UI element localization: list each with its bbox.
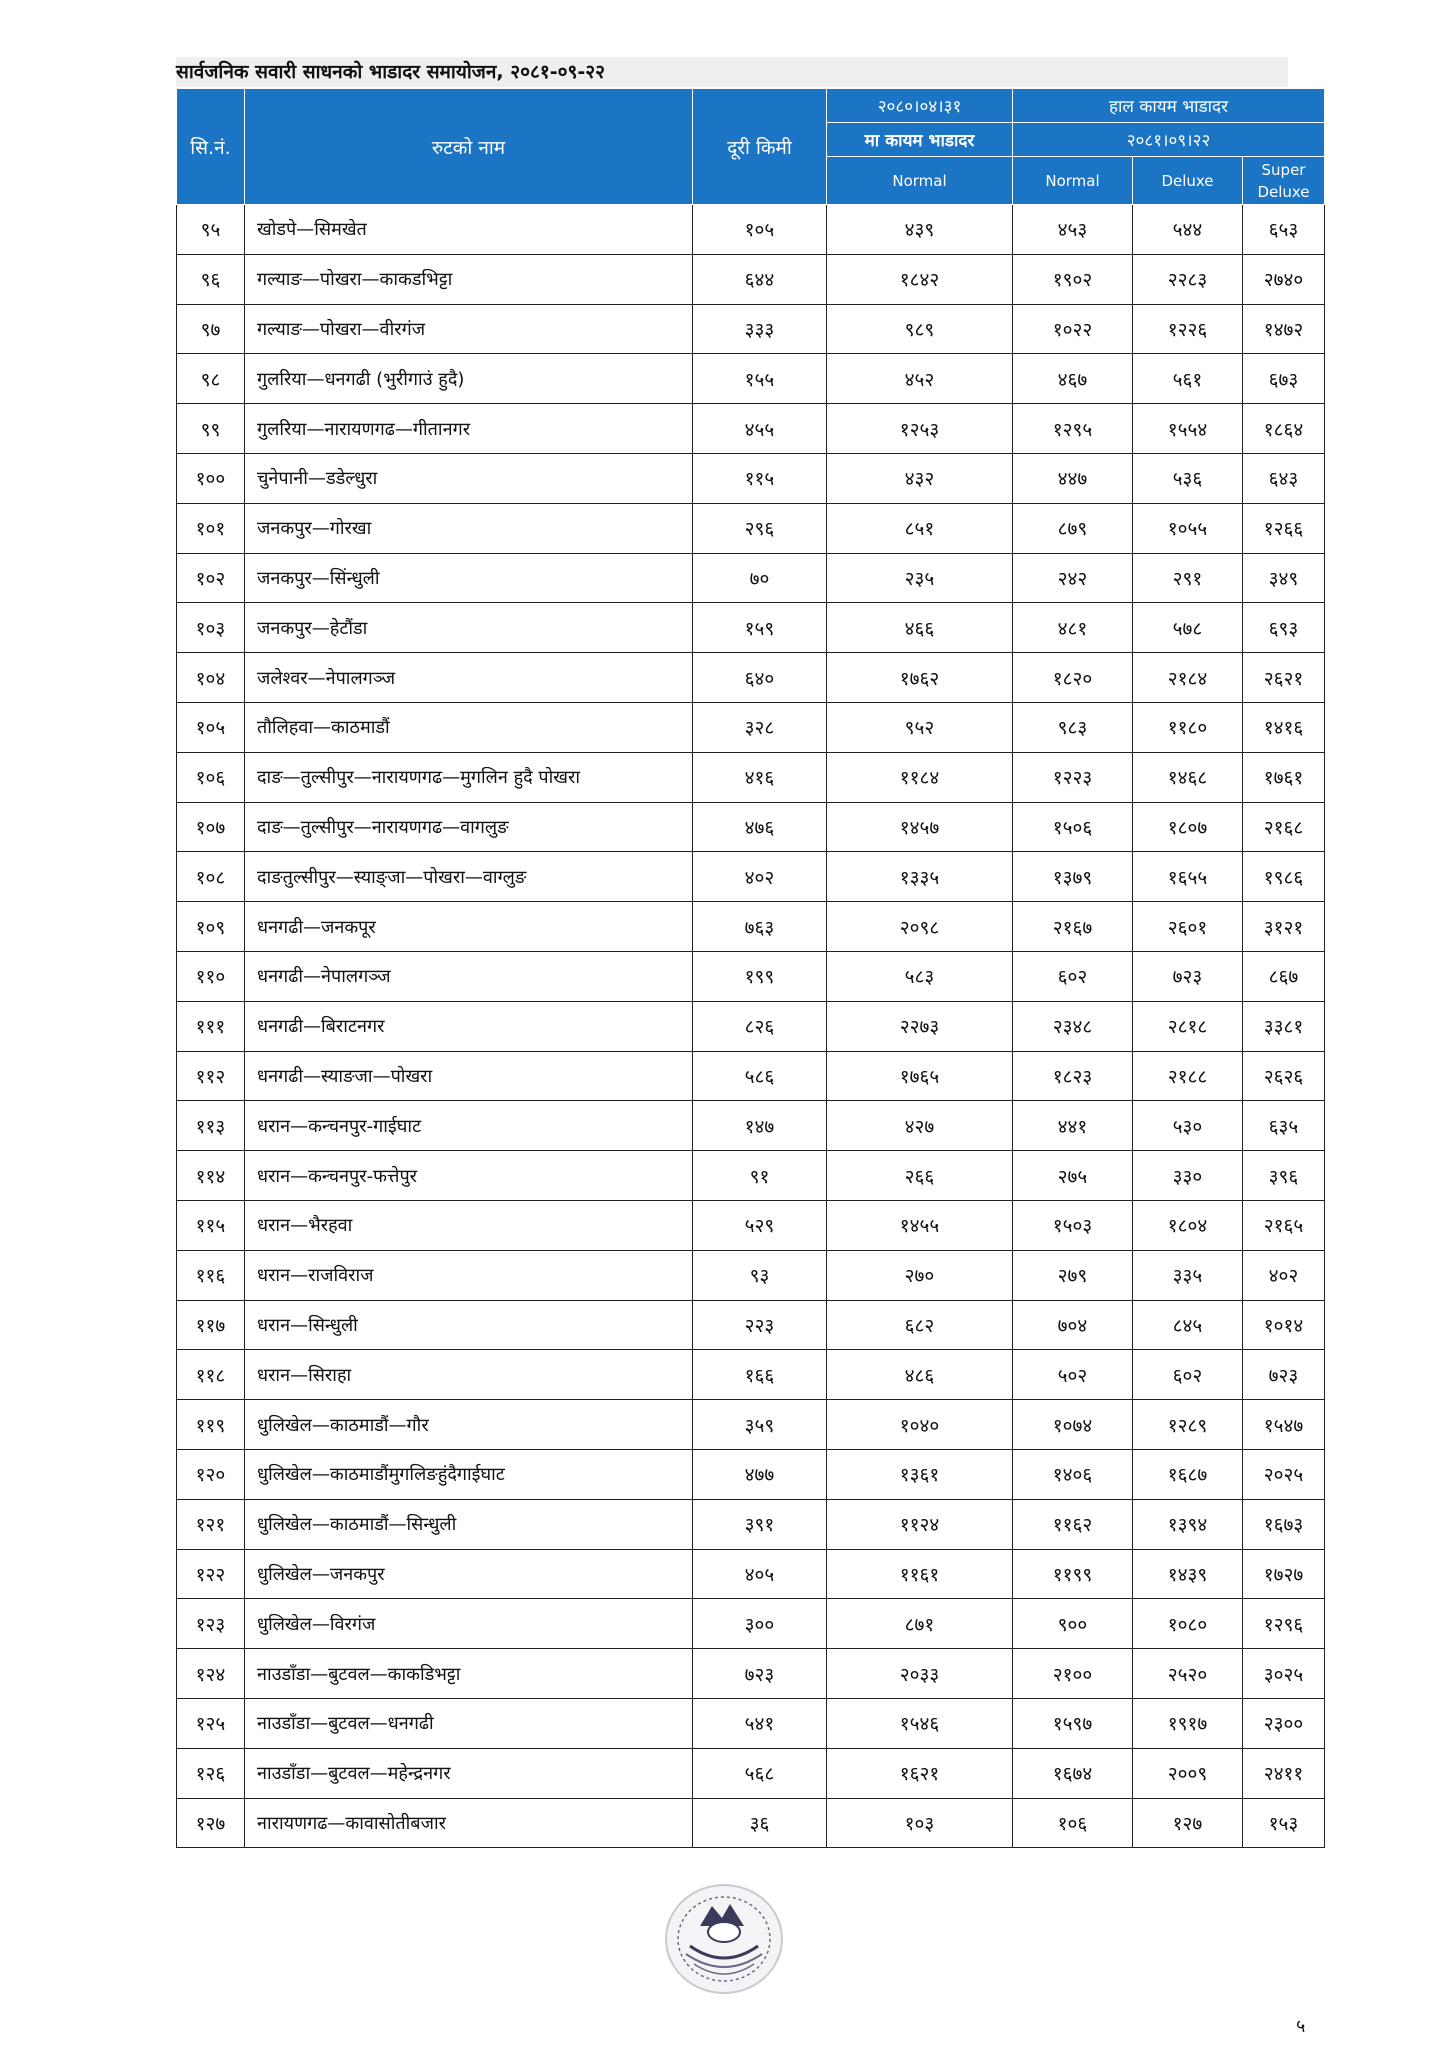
row-distance: १६६ <box>693 1350 827 1400</box>
row-sn: १०४ <box>177 653 245 703</box>
row-normal: ५०२ <box>1013 1350 1133 1400</box>
row-deluxe: १०५५ <box>1133 503 1243 553</box>
row-distance: ६४० <box>693 653 827 703</box>
row-distance: ७६३ <box>693 902 827 952</box>
row-route: जलेश्वर—नेपालगञ्ज <box>245 653 693 703</box>
row-deluxe: २१८४ <box>1133 653 1243 703</box>
table-row <box>177 1151 1325 1201</box>
row-prev-normal: १०४० <box>827 1400 1013 1450</box>
row-sn: १०७ <box>177 802 245 852</box>
row-normal: १५९७ <box>1013 1698 1133 1748</box>
row-sn: १०५ <box>177 702 245 752</box>
table-row <box>177 1748 1325 1798</box>
table-row <box>177 951 1325 1001</box>
header-prev-date: २०८०।०४।३१ <box>827 89 1013 123</box>
row-normal: १८२३ <box>1013 1051 1133 1101</box>
row-distance: ५२९ <box>693 1200 827 1250</box>
row-route: जनकपुर—गोरखा <box>245 503 693 553</box>
row-super-deluxe: १२९६ <box>1243 1599 1325 1649</box>
table-row <box>177 404 1325 454</box>
row-super-deluxe: १५४७ <box>1243 1400 1325 1450</box>
row-sn: १२७ <box>177 1798 245 1848</box>
row-normal: २७९ <box>1013 1250 1133 1300</box>
row-route: धरान—भैरहवा <box>245 1200 693 1250</box>
row-sn: ११६ <box>177 1250 245 1300</box>
row-sn: १२६ <box>177 1748 245 1798</box>
row-normal: ४५३ <box>1013 205 1133 255</box>
row-sn: ९५ <box>177 205 245 255</box>
row-normal: ४८१ <box>1013 603 1133 653</box>
row-prev-normal: १३६१ <box>827 1449 1013 1499</box>
row-distance: १५५ <box>693 354 827 404</box>
row-normal: ७०४ <box>1013 1300 1133 1350</box>
row-prev-normal: २०९८ <box>827 902 1013 952</box>
table-row <box>177 254 1325 304</box>
row-super-deluxe: ८६७ <box>1243 951 1325 1001</box>
row-route: दाङ—तुल्सीपुर—नारायणगढ—मुगलिन हुदै पोखरा <box>245 752 693 802</box>
row-prev-normal: ११२४ <box>827 1499 1013 1549</box>
row-deluxe: ३३० <box>1133 1151 1243 1201</box>
row-prev-normal: १८४२ <box>827 254 1013 304</box>
row-super-deluxe: २०२५ <box>1243 1449 1325 1499</box>
row-deluxe: २६०१ <box>1133 902 1243 952</box>
row-distance: ७२३ <box>693 1649 827 1699</box>
row-normal: ९८३ <box>1013 702 1133 752</box>
row-distance: ४०५ <box>693 1549 827 1599</box>
row-prev-normal: ४६६ <box>827 603 1013 653</box>
table-row <box>177 1200 1325 1250</box>
row-distance: ३९१ <box>693 1499 827 1549</box>
table-row <box>177 1698 1325 1748</box>
row-prev-normal: २२७३ <box>827 1001 1013 1051</box>
row-deluxe: १९१७ <box>1133 1698 1243 1748</box>
row-deluxe: ६०२ <box>1133 1350 1243 1400</box>
row-normal: १८२० <box>1013 653 1133 703</box>
row-sn: ९९ <box>177 404 245 454</box>
row-route: गुलरिया—नारायणगढ—गीतानगर <box>245 404 693 454</box>
table-row <box>177 603 1325 653</box>
row-normal: २४२ <box>1013 553 1133 603</box>
row-deluxe: २५२० <box>1133 1649 1243 1699</box>
row-route: धनगढी—नेपालगञ्ज <box>245 951 693 1001</box>
row-prev-normal: ८५१ <box>827 503 1013 553</box>
row-deluxe: ५७८ <box>1133 603 1243 653</box>
row-route: चुनेपानी—डडेल्धुरा <box>245 453 693 503</box>
row-prev-normal: १५४६ <box>827 1698 1013 1748</box>
page-number: ५ <box>1296 2016 1306 2037</box>
header-normal: Normal <box>1013 157 1133 205</box>
row-deluxe: १५५४ <box>1133 404 1243 454</box>
table-row <box>177 1499 1325 1549</box>
row-prev-normal: ८७१ <box>827 1599 1013 1649</box>
row-distance: २२३ <box>693 1300 827 1350</box>
row-distance: २९६ <box>693 503 827 553</box>
table-row <box>177 205 1325 255</box>
row-super-deluxe: ६७३ <box>1243 354 1325 404</box>
row-sn: १०३ <box>177 603 245 653</box>
table-row <box>177 1599 1325 1649</box>
row-prev-normal: २३५ <box>827 553 1013 603</box>
row-sn: ११७ <box>177 1300 245 1350</box>
table-row <box>177 1001 1325 1051</box>
seal <box>660 1880 788 1998</box>
row-deluxe: २८१८ <box>1133 1001 1243 1051</box>
table-row <box>177 1649 1325 1699</box>
row-route: धनगढी—स्याङजा—पोखरा <box>245 1051 693 1101</box>
row-super-deluxe: ३३८१ <box>1243 1001 1325 1051</box>
row-sn: १०९ <box>177 902 245 952</box>
row-deluxe: ८४५ <box>1133 1300 1243 1350</box>
row-normal: २७५ <box>1013 1151 1133 1201</box>
row-sn: १०१ <box>177 503 245 553</box>
row-normal: १४०६ <box>1013 1449 1133 1499</box>
row-route: नाउडाँडा—बुटवल—महेन्द्रनगर <box>245 1748 693 1798</box>
row-super-deluxe: २१६८ <box>1243 802 1325 852</box>
row-prev-normal: २६६ <box>827 1151 1013 1201</box>
row-normal: १६७४ <box>1013 1748 1133 1798</box>
row-normal: २३४८ <box>1013 1001 1133 1051</box>
row-sn: १२२ <box>177 1549 245 1599</box>
row-sn: १०८ <box>177 852 245 902</box>
table-row <box>177 453 1325 503</box>
row-deluxe: ५३० <box>1133 1101 1243 1151</box>
row-route: धुलिखेल—विरगंज <box>245 1599 693 1649</box>
row-deluxe: २९१ <box>1133 553 1243 603</box>
row-prev-normal: २७० <box>827 1250 1013 1300</box>
row-distance: १९९ <box>693 951 827 1001</box>
table-row <box>177 354 1325 404</box>
row-prev-normal: ४३९ <box>827 205 1013 255</box>
table-row <box>177 304 1325 354</box>
row-route: धरान—सिराहा <box>245 1350 693 1400</box>
row-sn: १२१ <box>177 1499 245 1549</box>
table-row <box>177 802 1325 852</box>
row-sn: १२५ <box>177 1698 245 1748</box>
row-prev-normal: ४८६ <box>827 1350 1013 1400</box>
fare-table-body <box>177 205 1325 1848</box>
row-normal: ४४७ <box>1013 453 1133 503</box>
row-deluxe: २१८८ <box>1133 1051 1243 1101</box>
row-sn: १२३ <box>177 1599 245 1649</box>
table-row <box>177 503 1325 553</box>
row-sn: १२० <box>177 1449 245 1499</box>
row-normal: १०६ <box>1013 1798 1133 1848</box>
row-route: नाउडाँडा—बुटवल—धनगढी <box>245 1698 693 1748</box>
row-deluxe: १०८० <box>1133 1599 1243 1649</box>
row-super-deluxe: १४७२ <box>1243 304 1325 354</box>
row-prev-normal: २०३३ <box>827 1649 1013 1699</box>
table-row <box>177 1350 1325 1400</box>
header-route: रुटको नाम <box>245 89 693 205</box>
row-route: जनकपुर—सिंन्धुली <box>245 553 693 603</box>
row-super-deluxe: २१६५ <box>1243 1200 1325 1250</box>
header-sn: सि.नं. <box>177 89 245 205</box>
row-super-deluxe: ३९६ <box>1243 1151 1325 1201</box>
row-prev-normal: ९५२ <box>827 702 1013 752</box>
row-super-deluxe: ३४९ <box>1243 553 1325 603</box>
row-route: गल्याङ—पोखरा—काकडभिट्टा <box>245 254 693 304</box>
row-deluxe: ५४४ <box>1133 205 1243 255</box>
row-distance: १५९ <box>693 603 827 653</box>
row-deluxe: १३९४ <box>1133 1499 1243 1549</box>
row-deluxe: १६५५ <box>1133 852 1243 902</box>
row-route: धरान—राजविराज <box>245 1250 693 1300</box>
row-normal: १०२२ <box>1013 304 1133 354</box>
row-route: धरान—सिन्धुली <box>245 1300 693 1350</box>
row-sn: १०६ <box>177 752 245 802</box>
row-route: धरान—कन्चनपुर-गाईघाट <box>245 1101 693 1151</box>
row-super-deluxe: ६३५ <box>1243 1101 1325 1151</box>
row-deluxe: १२७ <box>1133 1798 1243 1848</box>
row-route: धनगढी—जनकपूर <box>245 902 693 952</box>
row-normal: १०७४ <box>1013 1400 1133 1450</box>
row-prev-normal: ६८२ <box>827 1300 1013 1350</box>
row-sn: ९७ <box>177 304 245 354</box>
row-distance: ९१ <box>693 1151 827 1201</box>
row-distance: ९३ <box>693 1250 827 1300</box>
row-distance: ५८६ <box>693 1051 827 1101</box>
row-deluxe: ७२३ <box>1133 951 1243 1001</box>
row-prev-normal: १७६२ <box>827 653 1013 703</box>
row-sn: ११० <box>177 951 245 1001</box>
row-route: धुलिखेल—काठमाडौंमुगलिङहुंदैगाईघाट <box>245 1449 693 1499</box>
row-prev-normal: १२५३ <box>827 404 1013 454</box>
row-super-deluxe: २४११ <box>1243 1748 1325 1798</box>
row-sn: १२४ <box>177 1649 245 1699</box>
row-route: तौलिहवा—काठमाडौं <box>245 702 693 752</box>
row-super-deluxe: १२६६ <box>1243 503 1325 553</box>
row-distance: ६४४ <box>693 254 827 304</box>
table-row <box>177 553 1325 603</box>
row-super-deluxe: ३१२१ <box>1243 902 1325 952</box>
row-route: खोडपे—सिमखेत <box>245 205 693 255</box>
row-normal: ४६७ <box>1013 354 1133 404</box>
row-deluxe: १४३९ <box>1133 1549 1243 1599</box>
row-super-deluxe: १०१४ <box>1243 1300 1325 1350</box>
row-distance: ४७७ <box>693 1449 827 1499</box>
row-deluxe: १६८७ <box>1133 1449 1243 1499</box>
row-normal: १२२३ <box>1013 752 1133 802</box>
row-route: नारायणगढ—कावासोतीबजार <box>245 1798 693 1848</box>
row-sn: ११२ <box>177 1051 245 1101</box>
row-distance: ११५ <box>693 453 827 503</box>
row-sn: ११८ <box>177 1350 245 1400</box>
row-super-deluxe: १८६४ <box>1243 404 1325 454</box>
row-route: धुलिखेल—काठमाडौं—गौर <box>245 1400 693 1450</box>
table-row <box>177 653 1325 703</box>
page-title: सार्वजनिक सवारी साधनको भाडादर समायोजन, २०८१-०९-२२ <box>176 57 1288 87</box>
row-super-deluxe: २६२६ <box>1243 1051 1325 1101</box>
row-route: नाउडाँडा—बुटवल—काकडिभट्टा <box>245 1649 693 1699</box>
row-super-deluxe: १७६१ <box>1243 752 1325 802</box>
fare-table <box>176 88 1325 1848</box>
table-row <box>177 1300 1325 1350</box>
row-deluxe: १८०७ <box>1133 802 1243 852</box>
row-sn: ९६ <box>177 254 245 304</box>
row-route: जनकपुर—हेटौंडा <box>245 603 693 653</box>
table-row <box>177 1549 1325 1599</box>
government-seal-icon <box>660 1880 788 1998</box>
row-distance: ३५९ <box>693 1400 827 1450</box>
row-route: धनगढी—बिराटनगर <box>245 1001 693 1051</box>
row-normal: १३७९ <box>1013 852 1133 902</box>
row-super-deluxe: ७२३ <box>1243 1350 1325 1400</box>
row-distance: ५४१ <box>693 1698 827 1748</box>
row-distance: ८२६ <box>693 1001 827 1051</box>
row-super-deluxe: २७४० <box>1243 254 1325 304</box>
row-distance: ४७६ <box>693 802 827 852</box>
row-prev-normal: ४३२ <box>827 453 1013 503</box>
row-prev-normal: १०३ <box>827 1798 1013 1848</box>
header-prev-label: मा कायम भाडादर <box>827 123 1013 157</box>
row-route: दाङ—तुल्सीपुर—नारायणगढ—वागलुङ <box>245 802 693 852</box>
row-super-deluxe: ३०२५ <box>1243 1649 1325 1699</box>
table-row <box>177 1051 1325 1101</box>
row-normal: १२९५ <box>1013 404 1133 454</box>
row-distance: ३६ <box>693 1798 827 1848</box>
row-deluxe: १४६८ <box>1133 752 1243 802</box>
row-deluxe: ११८० <box>1133 702 1243 752</box>
header-deluxe: Deluxe <box>1133 157 1243 205</box>
row-route: दाङतुल्सीपुर—स्याङ्जा—पोखरा—वाग्लुङ <box>245 852 693 902</box>
row-prev-normal: १७६५ <box>827 1051 1013 1101</box>
row-distance: ५६८ <box>693 1748 827 1798</box>
row-deluxe: २२८३ <box>1133 254 1243 304</box>
row-deluxe: ५३६ <box>1133 453 1243 503</box>
table-row <box>177 702 1325 752</box>
row-deluxe: १२२६ <box>1133 304 1243 354</box>
row-deluxe: १२८९ <box>1133 1400 1243 1450</box>
row-normal: १५०३ <box>1013 1200 1133 1250</box>
row-sn: १०२ <box>177 553 245 603</box>
row-prev-normal: ११६१ <box>827 1549 1013 1599</box>
row-prev-normal: १३३५ <box>827 852 1013 902</box>
row-route: गुलरिया—धनगढी (भुरीगाउं हुदै) <box>245 354 693 404</box>
header-distance: दूरी किमी <box>693 89 827 205</box>
row-super-deluxe: १४१६ <box>1243 702 1325 752</box>
table-row <box>177 902 1325 952</box>
row-normal: १५०६ <box>1013 802 1133 852</box>
row-super-deluxe: २६२१ <box>1243 653 1325 703</box>
row-distance: ४१६ <box>693 752 827 802</box>
row-sn: ९८ <box>177 354 245 404</box>
row-distance: ३२८ <box>693 702 827 752</box>
row-prev-normal: ९८९ <box>827 304 1013 354</box>
row-normal: ११९९ <box>1013 1549 1133 1599</box>
row-super-deluxe: १७२७ <box>1243 1549 1325 1599</box>
row-normal: १९०२ <box>1013 254 1133 304</box>
row-distance: ४५५ <box>693 404 827 454</box>
table-row <box>177 1798 1325 1848</box>
row-distance: १४७ <box>693 1101 827 1151</box>
table-row <box>177 1400 1325 1450</box>
row-deluxe: १८०४ <box>1133 1200 1243 1250</box>
row-route: धुलिखेल—काठमाडौं—सिन्धुली <box>245 1499 693 1549</box>
row-route: गल्याङ—पोखरा—वीरगंज <box>245 304 693 354</box>
row-prev-normal: १६२१ <box>827 1748 1013 1798</box>
header-current-label: हाल कायम भाडादर <box>1013 89 1325 123</box>
row-super-deluxe: २३०० <box>1243 1698 1325 1748</box>
row-prev-normal: ४२७ <box>827 1101 1013 1151</box>
row-prev-normal: ४५२ <box>827 354 1013 404</box>
row-super-deluxe: १९८६ <box>1243 852 1325 902</box>
row-prev-normal: ११८४ <box>827 752 1013 802</box>
row-super-deluxe: १६७३ <box>1243 1499 1325 1549</box>
row-prev-normal: १४५७ <box>827 802 1013 852</box>
row-sn: ११३ <box>177 1101 245 1151</box>
row-normal: ४४१ <box>1013 1101 1133 1151</box>
row-normal: ८७९ <box>1013 503 1133 553</box>
row-deluxe: ५६१ <box>1133 354 1243 404</box>
row-sn: ११५ <box>177 1200 245 1250</box>
row-sn: ११४ <box>177 1151 245 1201</box>
row-super-deluxe: ६९३ <box>1243 603 1325 653</box>
header-super-deluxe: Super Deluxe <box>1243 157 1325 205</box>
row-distance: ३०० <box>693 1599 827 1649</box>
row-normal: ११६२ <box>1013 1499 1133 1549</box>
row-super-deluxe: १५३ <box>1243 1798 1325 1848</box>
row-deluxe: ३३५ <box>1133 1250 1243 1300</box>
row-sn: १०० <box>177 453 245 503</box>
row-prev-normal: ५८३ <box>827 951 1013 1001</box>
table-row <box>177 1449 1325 1499</box>
row-distance: ३३३ <box>693 304 827 354</box>
row-prev-normal: १४५५ <box>827 1200 1013 1250</box>
table-row <box>177 1250 1325 1300</box>
row-sn: ११९ <box>177 1400 245 1450</box>
table-row <box>177 852 1325 902</box>
row-normal: ९०० <box>1013 1599 1133 1649</box>
header-prev-normal: Normal <box>827 157 1013 205</box>
row-distance: ४०२ <box>693 852 827 902</box>
table-row <box>177 752 1325 802</box>
row-route: धुलिखेल—जनकपुर <box>245 1549 693 1599</box>
row-normal: ६०२ <box>1013 951 1133 1001</box>
row-normal: २१६७ <box>1013 902 1133 952</box>
row-super-deluxe: ६५३ <box>1243 205 1325 255</box>
row-distance: १०५ <box>693 205 827 255</box>
row-super-deluxe: ६४३ <box>1243 453 1325 503</box>
row-sn: १११ <box>177 1001 245 1051</box>
row-distance: ७० <box>693 553 827 603</box>
table-row <box>177 1101 1325 1151</box>
row-route: धरान—कन्चनपुर-फत्तेपुर <box>245 1151 693 1201</box>
row-super-deluxe: ४०२ <box>1243 1250 1325 1300</box>
header-current-date: २०८१।०९।२२ <box>1013 123 1325 157</box>
row-normal: २१०० <box>1013 1649 1133 1699</box>
row-deluxe: २००९ <box>1133 1748 1243 1798</box>
